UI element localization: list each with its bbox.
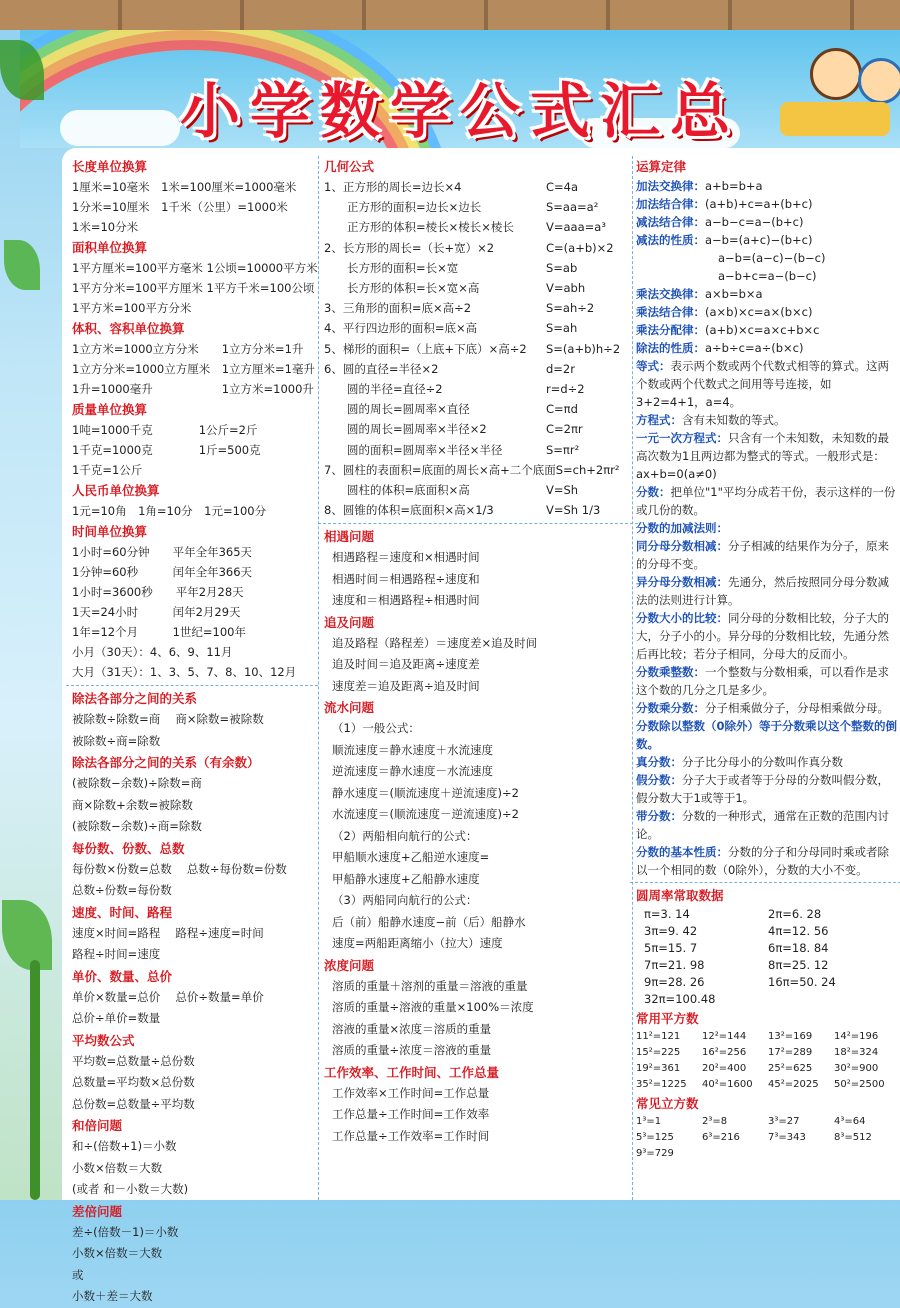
section-heading: 人民币单位换算: [72, 483, 160, 498]
section-heading: 和倍问题: [72, 1118, 123, 1133]
geometry-formula-row: [324, 379, 632, 399]
formula-line: 溶液的重量×浓度＝溶质的重量: [332, 1021, 492, 1036]
formula-symbolic: V=aaa=a³: [546, 220, 606, 235]
square-value: 12²=144: [702, 1031, 747, 1042]
definitions-list: [636, 357, 900, 879]
law-formula: (a+b)×c=a×c+b×c: [705, 323, 820, 337]
formula-line: 小数＋差＝大数: [72, 1289, 153, 1303]
definition: [636, 483, 900, 519]
column-divider: [318, 156, 319, 1200]
formula-line: 速度差＝追及距离÷追及时间: [332, 678, 480, 693]
formula-line: 速度=两船距离缩小（拉大）速度: [332, 936, 503, 951]
formula-symbolic: C=(a+b)×2: [546, 240, 614, 255]
law-name: 乘法交换律：: [636, 287, 705, 301]
formula-symbolic: C=4a: [546, 180, 579, 194]
formula-text: 圆的面积=圆周率×半径×半径: [324, 442, 503, 457]
formula-line: 1升=1000毫升 1立方米=1000升: [72, 382, 314, 396]
law-formula: a−b=(a+c)−(b+c): [705, 233, 813, 247]
cube-value: 3³=27: [768, 1116, 800, 1127]
definition: [636, 753, 900, 771]
geometry-formula-row: [324, 197, 632, 217]
square-value: 45²=2025: [768, 1079, 819, 1090]
square-value: 17²=289: [768, 1047, 813, 1058]
formula-line: 或: [72, 1267, 84, 1282]
square-value: 20²=400: [702, 1063, 747, 1074]
section-heading: 体积、容积单位换算: [72, 321, 185, 336]
formula-line: 1分钟=60秒 闰年全年366天: [72, 565, 253, 579]
formula-text: 圆的半径=直径÷2: [324, 382, 443, 397]
law-row: [636, 213, 900, 231]
law-name: 乘法分配律：: [636, 323, 705, 337]
formula-symbolic: C=2πr: [546, 422, 583, 437]
definition: [636, 717, 900, 753]
geometry-formula-row: [324, 399, 632, 419]
formula-text: 长方形的面积=长×宽: [324, 260, 459, 275]
definition: [636, 807, 900, 843]
formula-line: 静水速度＝(顺流速度＋逆流速度)÷2: [332, 785, 519, 800]
word-problem-sections: [324, 526, 632, 1147]
law-row: [636, 303, 900, 321]
formula-line: 甲船顺水速度+乙船逆水速度=: [332, 850, 490, 865]
column-geometry: [324, 156, 632, 1147]
formula-symbolic: S=πr²: [546, 442, 580, 457]
section-heading: 相遇问题: [324, 529, 375, 545]
formula-text: 6、圆的直径=半径×2: [324, 361, 439, 376]
formula-line: 1元=10角 1角=10分 1元=100分: [72, 504, 267, 518]
page-title: 小学数学公式汇总: [180, 77, 740, 147]
law-formula: a−b=(a−c)−(b−c): [718, 251, 826, 265]
formula-line: 溶质的重量＋溶剂的重量＝溶液的重量: [332, 978, 528, 993]
wood-top-border: [0, 0, 900, 30]
formula-symbolic: S=aa=a²: [546, 200, 599, 215]
geometry-formula-row: [324, 238, 632, 258]
formula-line: 1吨=1000千克 1公斤=2斤: [72, 423, 258, 437]
formula-line: 差÷(倍数－1)＝小数: [72, 1224, 179, 1239]
column-divider: [632, 156, 633, 1200]
formula-line: 1平方米=100平方分米: [72, 301, 192, 315]
pi-value: 2π=6. 28: [768, 907, 822, 921]
formula-line: 每份数×份数=总数 总数÷每份数=份数: [72, 861, 287, 876]
geometry-list: [324, 177, 632, 520]
formula-line: 1天=24小时 闰年2月29天: [72, 605, 241, 619]
formula-line: 甲船静水速度+乙船静水速度: [332, 871, 480, 886]
section-heading: 工作效率、工作时间、工作总量: [324, 1064, 500, 1080]
section-heading: 运算定律: [636, 159, 687, 174]
formula-symbolic: r=d÷2: [546, 382, 585, 397]
formula-text: 正方形的面积=边长×边长: [324, 200, 482, 215]
definition-term: 分数大小的比较：: [636, 611, 728, 625]
formula-text: 长方形的体积=长×宽×高: [324, 281, 480, 296]
law-name: 加法结合律：: [636, 197, 705, 211]
formula-line: (被除数−余数)÷除数=商: [72, 776, 202, 790]
square-value: 35²=1225: [636, 1079, 687, 1090]
law-row: [636, 285, 900, 303]
pi-value: π=3. 14: [644, 907, 690, 921]
geometry-formula-row: [324, 419, 632, 439]
formula-symbolic: d=2r: [546, 361, 575, 376]
section-heading: 差倍问题: [72, 1203, 123, 1219]
formula-symbolic: S=ah: [546, 321, 578, 336]
formula-line: 总数量=平均数×总份数: [72, 1075, 195, 1089]
cube-value: 9³=729: [636, 1148, 674, 1159]
formula-line: 大月（31天）：1、3、5、7、8、10、12月: [72, 665, 297, 679]
formula-line: (或者 和－小数＝大数): [72, 1182, 189, 1196]
definition: [636, 429, 900, 483]
formula-line: 逆流速度＝静水速度－水流速度: [332, 764, 493, 779]
law-formula: a+b=b+a: [705, 179, 763, 193]
definition-term: 假分数：: [636, 773, 682, 787]
law-name: 乘法结合律：: [636, 305, 705, 319]
formula-line: 单价×数量=总价 总价÷数量=单价: [72, 989, 264, 1004]
law-formula: a−b−c=a−(b+c): [705, 215, 804, 229]
formula-line: 水流速度＝(顺流速度－逆流速度)÷2: [332, 807, 519, 822]
square-numbers: [636, 1029, 900, 1093]
section-heading: 平均数公式: [72, 1032, 135, 1048]
formula-line: 工作总量÷工作时间=工作效率: [332, 1107, 490, 1122]
law-row: [636, 231, 900, 249]
pi-value: 9π=28. 26: [644, 975, 705, 989]
formula-line: 1米=10分米: [72, 220, 139, 234]
formula-line: 追及时间＝追及距离÷速度差: [332, 657, 480, 672]
definition-text: 一个整数与分数相乘，可以看作是求这个数的几分之几是多少。: [636, 665, 889, 697]
definition-text: 分数的一种形式，通常在正数的范围内讨论。: [636, 809, 889, 841]
section-heading: 追及问题: [324, 614, 375, 630]
formula-line: 1平方厘米=100平方毫米 1公顷=10000平方米: [72, 261, 318, 275]
pi-value: 6π=18. 84: [768, 941, 829, 955]
section-heading: 常用平方数: [636, 1011, 699, 1026]
square-value: 40²=1600: [702, 1079, 753, 1090]
formula-line: 1小时=60分钟 平年全年365天: [72, 545, 253, 559]
definition-text: 把单位"1"平均分成若干份，表示这样的一份或几份的数。: [636, 485, 896, 517]
formula-line: (被除数−余数)÷商=除数: [72, 819, 202, 833]
law-row: [636, 177, 900, 195]
cube-value: 5³=125: [636, 1132, 674, 1143]
definition: [636, 663, 900, 699]
formula-line: 小数×倍数＝大数: [72, 1160, 163, 1175]
pi-values: [636, 906, 900, 1008]
geometry-formula-row: [324, 339, 632, 359]
formula-line: 1立方米=1000立方分米 1立方分米=1升: [72, 342, 304, 356]
geometry-formula-row: [324, 177, 632, 197]
square-value: 30²=900: [834, 1063, 879, 1074]
formula-line: 总份数=总数量÷平均数: [72, 1096, 195, 1111]
cube-value: 7³=343: [768, 1132, 806, 1143]
definition-term: 分数除以整数（0除外）等于分数乘以这个整数的倒数。: [636, 719, 897, 751]
formula-text: 7、圆柱的表面积=底面的周长×高+二个底面: [324, 462, 556, 477]
section-heading: 除法各部分之间的关系（有余数）: [72, 755, 260, 770]
cube-value: 8³=512: [834, 1132, 872, 1143]
formula-line: 总价÷单价=数量: [72, 1011, 161, 1025]
definition: [636, 519, 900, 537]
formula-line: 1平方分米=100平方厘米 1平方千米=100公顷: [72, 281, 315, 295]
pi-value: 16π=50. 24: [768, 975, 836, 989]
law-formula: a×b=b×a: [705, 287, 763, 301]
formula-line: 路程÷时间=速度: [72, 947, 161, 961]
definition-term: 真分数：: [636, 755, 682, 769]
banner: [20, 30, 900, 148]
pi-value: 5π=15. 7: [644, 941, 698, 955]
law-name: 除法的性质：: [636, 341, 705, 355]
divider: [630, 882, 900, 883]
section-heading: 除法各部分之间的关系: [72, 691, 198, 706]
definition-term: 分数的基本性质：: [636, 845, 728, 859]
square-value: 14²=196: [834, 1031, 879, 1042]
section-heading: 面积单位换算: [72, 240, 148, 255]
formula-line: 溶质的重量÷浓度＝溶液的重量: [332, 1043, 492, 1058]
formula-symbolic: V=Sh: [546, 483, 579, 498]
vine-decoration: [30, 960, 40, 1200]
law-row: [636, 195, 900, 213]
section-heading: 圆周率常取数据: [636, 888, 724, 903]
section-heading: 速度、时间、路程: [72, 904, 173, 920]
formula-line: （1）一般公式：: [332, 721, 420, 736]
leaf-decoration: [4, 240, 40, 290]
definition: [636, 537, 900, 573]
formula-line: 1千克=1000克 1斤=500克: [72, 443, 261, 457]
section-heading: 时间单位换算: [72, 524, 148, 539]
square-value: 25²=625: [768, 1063, 813, 1074]
square-value: 13²=169: [768, 1031, 813, 1042]
formula-line: 平均数=总数量÷总份数: [72, 1053, 195, 1068]
formula-symbolic: S=ch+2πr²: [555, 462, 620, 477]
definition-term: 同分母分数相减：: [636, 539, 728, 553]
square-value: 19²=361: [636, 1063, 681, 1074]
geometry-formula-row: [324, 278, 632, 298]
formula-line: 和÷(倍数+1)＝小数: [72, 1139, 177, 1153]
definition-term: 等式：: [636, 359, 671, 373]
square-value: 50²=2500: [834, 1079, 885, 1090]
definition: [636, 411, 900, 429]
formula-line: 速度和＝相遇路程÷相遇时间: [332, 593, 480, 608]
definition-text: 含有未知数的等式。: [682, 413, 786, 427]
section-heading: 浓度问题: [324, 957, 375, 973]
formula-line: 溶质的重量÷溶液的重量×100%＝浓度: [332, 1000, 534, 1015]
cube-numbers: [636, 1114, 900, 1162]
section-heading: 流水问题: [324, 700, 375, 716]
law-formula: (a×b)×c=a×(b×c): [705, 305, 813, 319]
definition-term: 异分母分数相减：: [636, 575, 728, 589]
definition-text: 表示两个数或两个代数式相等的算式。这两个数或两个代数式之间用等号连接，如3+2=4+1，a=4。: [636, 359, 889, 409]
formula-line: 被除数÷商=除数: [72, 733, 161, 748]
definition-text: 分数的分子和分母同时乘或者除以一个相同的数（0除外），分数的大小不变。: [636, 845, 889, 877]
formula-text: 圆的周长=圆周率×半径×2: [324, 422, 487, 437]
formula-line: （3）两船同向航行的公式：: [332, 893, 478, 908]
formula-line: 1分米=10厘米 1千米（公里）=1000米: [72, 200, 288, 214]
law-row: [636, 321, 900, 339]
laws-list: [636, 177, 900, 357]
definition-text: 分子相乘做分子，分母相乘做分母。: [705, 701, 889, 715]
law-formula: a÷b÷c=a÷(b×c): [705, 341, 804, 355]
geometry-formula-row: [324, 217, 632, 237]
formula-text: 1、正方形的周长=边长×4: [324, 180, 462, 194]
definition: [636, 699, 900, 717]
formula-symbolic: V=Sh 1/3: [546, 503, 601, 518]
formula-text: 3、三角形的面积=底×高÷2: [324, 301, 472, 316]
cube-value: 2³=8: [702, 1116, 728, 1127]
law-formula: (a+b)+c=a+(b+c): [705, 197, 813, 211]
section-heading: 常见立方数: [636, 1096, 699, 1111]
formula-line: 被除数÷除数=商 商×除数=被除数: [72, 712, 264, 726]
definition-term: 带分数：: [636, 809, 682, 823]
formula-text: 8、圆锥的体积=底面积×高×1/3: [324, 503, 494, 518]
pi-value: 32π=100.48: [644, 992, 716, 1006]
law-name: 减法的性质：: [636, 233, 705, 247]
formula-text: 2、长方形的周长=（长+宽）×2: [324, 240, 495, 255]
geometry-formula-row: [324, 480, 632, 500]
definition-text: 只含有一个未知数，未知数的最高次数为1且两边都为整式的等式。一般形式是：ax+b=0(a≠0): [636, 431, 889, 481]
pi-value: 4π=12. 56: [768, 924, 829, 938]
formula-line: 工作总量÷工作效率=工作时间: [332, 1128, 490, 1143]
formula-line: 1年=12个月 1世纪=100年: [72, 625, 246, 639]
section-heading: 长度单位换算: [72, 159, 148, 174]
square-value: 11²=121: [636, 1031, 681, 1042]
law-row: [636, 249, 900, 267]
section-heading: 单价、数量、总价: [72, 968, 173, 984]
definition-text: 分子比分母小的分数叫作真分数: [682, 755, 843, 769]
formula-line: 相遇时间＝相遇路程÷速度和: [332, 571, 480, 586]
square-value: 15²=225: [636, 1047, 681, 1058]
geometry-formula-row: [324, 298, 632, 318]
pi-value: [768, 991, 892, 1008]
formula-line: 工作效率×工作时间=工作总量: [332, 1085, 490, 1100]
formula-line: 1小时=3600秒 平年2月28天: [72, 585, 244, 599]
definition-text: 同分母的分数相比较，分子大的大，分子小的小。异分母的分数相比较，先通分然后再比较；若分子相同，分母大的反而小。: [636, 611, 889, 661]
formula-line: （2）两船相向航行的公式：: [332, 828, 478, 843]
formula-line: 1千克=1公斤: [72, 463, 143, 477]
leaf-decoration: [2, 900, 52, 970]
divider: [318, 523, 638, 524]
formula-line: 追及路程（路程差）＝速度差×追及时间: [332, 635, 538, 650]
formula-symbolic: S=(a+b)h÷2: [546, 341, 621, 356]
definition: [636, 843, 900, 879]
definition-text: 分子大于或者等于分母的分数叫假分数，假分数大于1或等于1。: [636, 773, 889, 805]
formula-text: 4、平行四边形的面积=底×高: [324, 321, 478, 336]
definition: [636, 357, 900, 411]
column-units: [72, 156, 318, 1308]
formula-symbolic: V=abh: [546, 281, 586, 296]
formula-text: 5、梯形的面积=（上底+下底）×高÷2: [324, 341, 527, 356]
formula-text: 正方形的体积=棱长×棱长×棱长: [324, 220, 514, 235]
cube-value: 4³=64: [834, 1116, 866, 1127]
definition-term: 方程式：: [636, 413, 682, 427]
divider: [66, 685, 318, 686]
square-value: 16²=256: [702, 1047, 747, 1058]
formula-line: 1立方分米=1000立方厘米 1立方厘米=1毫升: [72, 362, 315, 376]
formula-line: 小数×倍数＝大数: [72, 1246, 163, 1260]
definition: [636, 573, 900, 609]
pi-value: 3π=9. 42: [644, 924, 698, 938]
law-row: [636, 267, 900, 285]
geometry-formula-row: [324, 359, 632, 379]
section-heading: 几何公式: [324, 159, 375, 174]
formula-line: 商×除数+余数=被除数: [72, 797, 193, 812]
geometry-formula-row: [324, 318, 632, 338]
pi-value: 7π=21. 98: [644, 958, 705, 972]
formula-line: 1厘米=10毫米 1米=100厘米=1000毫米: [72, 180, 297, 194]
formula-symbolic: S=ah÷2: [546, 301, 595, 316]
geometry-formula-row: [324, 460, 632, 480]
cube-value: 6³=216: [702, 1132, 740, 1143]
definition-text: 先通分，然后按照同分母分数减法的法则进行计算。: [636, 575, 889, 607]
square-value: 18²=324: [834, 1047, 879, 1058]
definition-term: 分数的加减法则：: [636, 521, 728, 535]
definition: [636, 609, 900, 663]
section-heading: 每份数、份数、总数: [72, 840, 185, 856]
column-laws: [636, 156, 900, 1162]
formula-symbolic: S=ab: [546, 260, 578, 275]
definition-term: 分数：: [636, 485, 671, 499]
formula-line: 小月（30天）：4、6、9、11月: [72, 645, 233, 659]
formula-symbolic: C=πd: [546, 402, 578, 417]
definition-term: 分数乘分数：: [636, 701, 705, 715]
geometry-formula-row: [324, 440, 632, 460]
content-panel: [62, 148, 900, 1303]
geometry-formula-row: [324, 500, 632, 520]
formula-text: 圆的周长=圆周率×直径: [324, 402, 470, 417]
law-name: 加法交换律：: [636, 179, 705, 193]
law-name: 减法结合律：: [636, 215, 705, 229]
pi-value: 8π=25. 12: [768, 958, 829, 972]
formula-line: 相遇路程＝速度和×相遇时间: [332, 550, 480, 565]
formula-line: 顺流速度＝静水速度＋水流速度: [332, 742, 493, 757]
formula-text: 圆柱的体积=底面积×高: [324, 483, 470, 498]
formula-line: 速度×时间=路程 路程÷速度=时间: [72, 925, 264, 940]
cube-value: 1³=1: [636, 1116, 662, 1127]
geometry-formula-row: [324, 258, 632, 278]
definition-term: 分数乘整数：: [636, 665, 705, 679]
law-formula: a−b+c=a−(b−c): [718, 269, 817, 283]
definition: [636, 771, 900, 807]
law-row: [636, 339, 900, 357]
formula-line: 总数÷份数=每份数: [72, 883, 172, 897]
definition-text: 分子相减的结果作为分子，原来的分母不变。: [636, 539, 889, 571]
formula-line: 后（前）船静水速度−前（后）船静水: [332, 914, 526, 929]
section-heading: 质量单位换算: [72, 402, 148, 417]
definition-term: 一元一次方程式：: [636, 431, 728, 445]
